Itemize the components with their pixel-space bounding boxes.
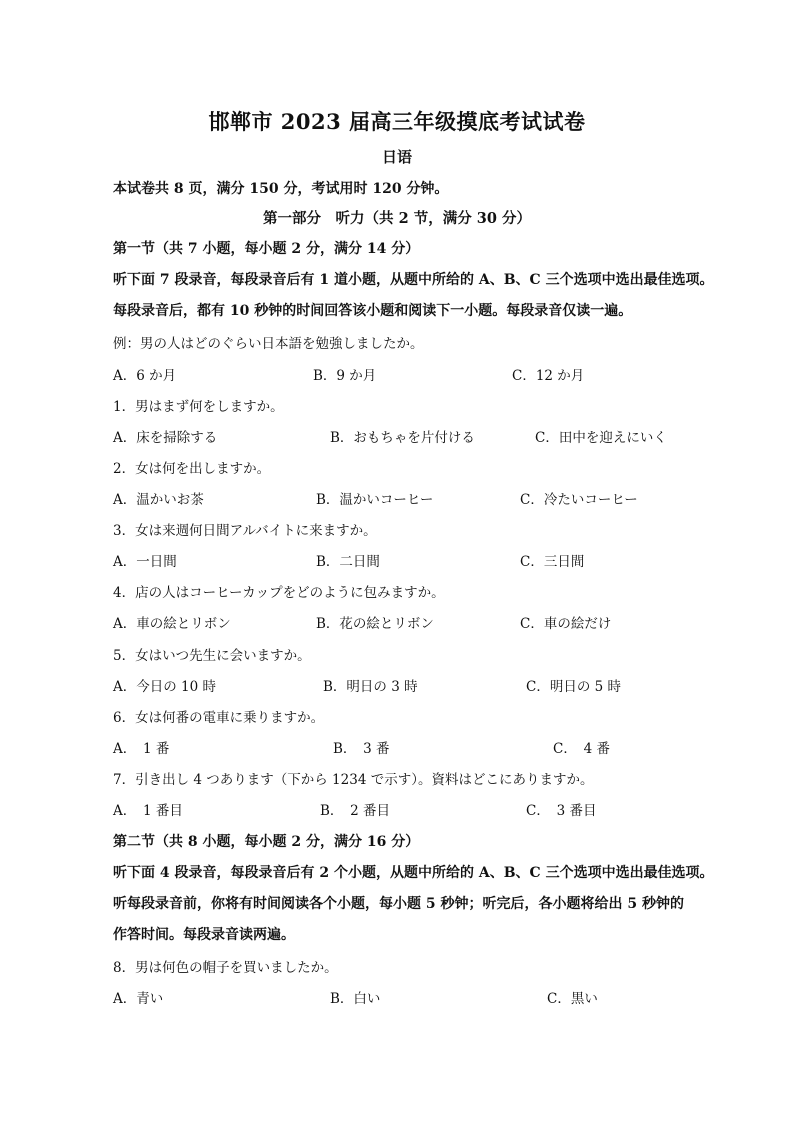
question-5: 5．女はいつ先生に会いますか。 bbox=[113, 648, 311, 664]
q8-option-c: C．黒い bbox=[547, 991, 598, 1007]
example-question: 例：男の人はどのぐらい日本語を勉強しましたか。 bbox=[113, 336, 424, 352]
exam-info: 本试卷共 8 页，满分 150 分，考试用时 120 分钟。 bbox=[113, 181, 449, 197]
exam-title: 邯郸市 2023 届高三年级摸底考试试卷 bbox=[208, 109, 586, 134]
q4-option-a: A．車の絵とリボン bbox=[113, 616, 231, 632]
q3-option-a: A．一日間 bbox=[113, 554, 177, 570]
question-2: 2．女は何を出しますか。 bbox=[113, 461, 271, 477]
q3-option-b: B．二日間 bbox=[316, 554, 380, 570]
q7-option-b: B． 2 番目 bbox=[320, 803, 391, 819]
section1-instruction-2: 每段录音后，都有 10 秒钟的时间回答该小题和阅读下一小题。每段录音仅读一遍。 bbox=[113, 303, 633, 319]
example-option-a: A．6 か月 bbox=[113, 368, 177, 384]
q5-option-a: A．今日の 10 時 bbox=[113, 679, 217, 695]
section1-instruction-1: 听下面 7 段录音，每段录音后有 1 道小题，从题中所给的 A、B、C 三个选项中选出最佳选项。 bbox=[113, 272, 714, 288]
question-8: 8．男は何色の帽子を買いましたか。 bbox=[113, 960, 338, 976]
section2-heading: 第二节（共 8 小题，每小题 2 分，满分 16 分） bbox=[113, 834, 420, 850]
q4-option-b: B．花の絵とリボン bbox=[316, 616, 434, 632]
question-1: 1．男はまず何をしますか。 bbox=[113, 399, 284, 415]
q1-option-b: B．おもちゃを片付ける bbox=[330, 430, 475, 446]
example-option-c: C．12 か月 bbox=[512, 368, 585, 384]
q2-option-c: C．冷たいコーヒー bbox=[520, 492, 638, 508]
q7-option-a: A． 1 番目 bbox=[113, 803, 183, 819]
q2-option-b: B．温かいコーヒー bbox=[316, 492, 434, 508]
example-option-b: B．9 か月 bbox=[313, 368, 377, 384]
section1-heading: 第一节（共 7 小题，每小题 2 分，满分 14 分） bbox=[113, 241, 420, 257]
section2-instruction-1: 听下面 4 段录音，每段录音后有 2 个小题，从题中所给的 A、B、C 三个选项中选出最佳选项。 bbox=[113, 865, 714, 881]
q5-option-b: B．明日の 3 時 bbox=[323, 679, 418, 695]
question-3: 3．女は来週何日間アルバイトに来ますか。 bbox=[113, 523, 377, 539]
question-7: 7．引き出し 4 つあります（下から 1234 で示す）。資料はどこにありますか。 bbox=[113, 772, 594, 788]
q1-option-c: C．田中を迎えにいく bbox=[535, 430, 667, 446]
q2-option-a: A．温かいお茶 bbox=[113, 492, 204, 508]
section2-instruction-2: 听每段录音前，你将有时间阅读各个小题，每小题 5 秒钟；听完后，各小题将给出 5 秒钟的 bbox=[113, 896, 684, 912]
section2-instruction-3: 作答时间。每段录音读两遍。 bbox=[113, 927, 295, 943]
q8-option-b: B．白い bbox=[330, 991, 381, 1007]
question-4: 4．店の人はコーヒーカップをどのように包みますか。 bbox=[113, 585, 445, 601]
q5-option-c: C．明日の 5 時 bbox=[526, 679, 622, 695]
question-6: 6．女は何番の電車に乗りますか。 bbox=[113, 710, 325, 726]
subject-title: 日语 bbox=[381, 148, 412, 166]
q8-option-a: A．青い bbox=[113, 991, 164, 1007]
q7-option-c: C． 3 番目 bbox=[526, 803, 597, 819]
q1-option-a: A．床を掃除する bbox=[113, 430, 218, 446]
q3-option-c: C．三日間 bbox=[520, 554, 585, 570]
q4-option-c: C．車の絵だけ bbox=[520, 616, 612, 632]
q6-option-b: B． 3 番 bbox=[333, 741, 390, 757]
q6-option-c: C． 4 番 bbox=[553, 741, 610, 757]
q6-option-a: A． 1 番 bbox=[113, 741, 170, 757]
part1-heading: 第一部分 听力（共 2 节，满分 30 分） bbox=[263, 210, 531, 227]
